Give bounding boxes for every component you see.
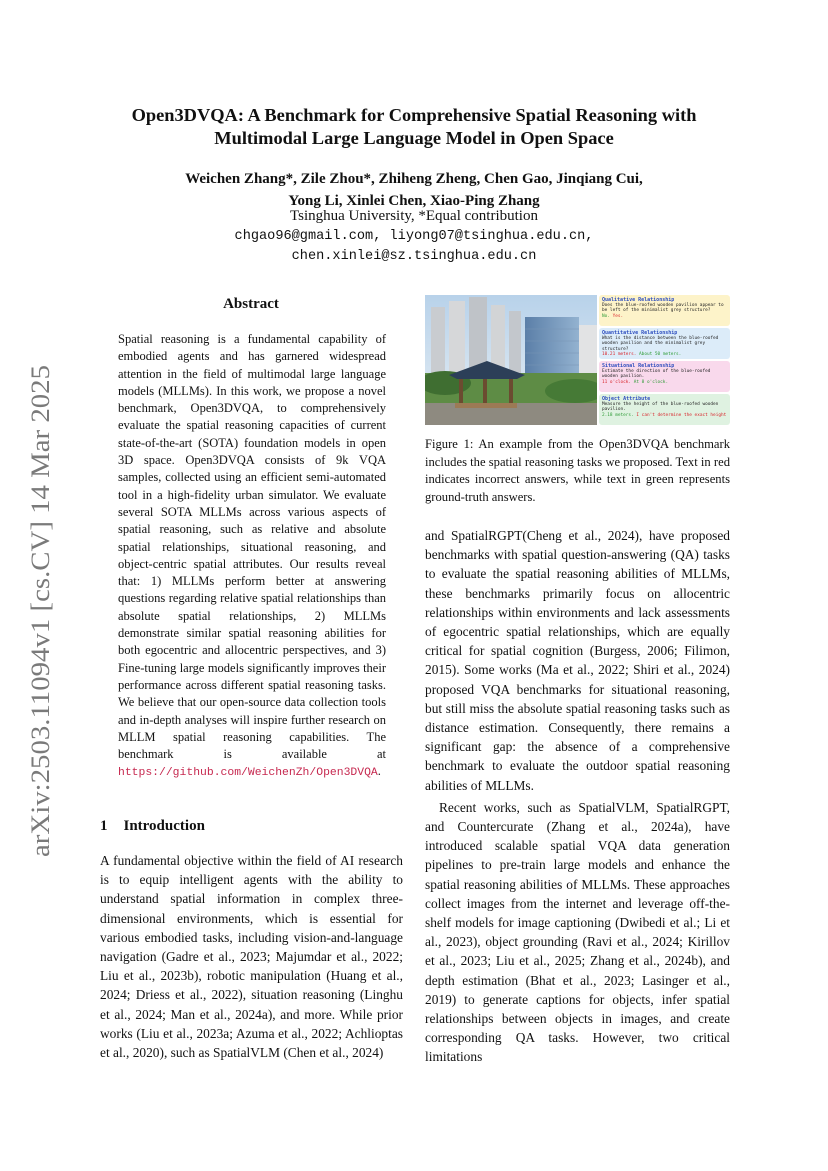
arxiv-identifier-stamp xyxy=(22,360,58,860)
authors-line-2: Yong Li, Xinlei Chen, Xiao-Ping Zhang xyxy=(288,193,540,209)
authors-line-1: Weichen Zhang*, Zile Zhou*, Zhiheng Zheng, Chen Gao, Jinqiang Cui, xyxy=(185,171,643,187)
qa-heading: Object Attribute xyxy=(602,396,651,402)
affiliation: Tsinghua University, *Equal contribution xyxy=(290,208,538,224)
figure-1 xyxy=(425,295,730,425)
qa-heading: Situational Relationship xyxy=(602,363,675,369)
introduction-paragraph: A fundamental objective within the field of AI research is to equip intelligent agents with the ability to understand spatial information in complex three-dimensional environments, which is essential for various embodied tasks, including vision-and-language navigation (Gadre et al., 2023; Majumdar et al., 2022; Liu et al., 2023b), robotic manipulation (Huang et al., 2024; Driess et al., 2022), situation reasoning (Linghu et al., 2024; Man et al., 2024a), and more. While prior works (Liu et al., 2023a; Azuma et al., 2022; Achlioptas et al., 2020), such as SpatialVLM (Chen et al., 2024) xyxy=(100,853,403,1061)
paragraph-recent-works: Recent works, such as SpatialVLM, SpatialRGPT, and Countercurate (Zhang et al., 2024a), have introduced scalable spatial VQA data generation pipelines to pre-train large models and enhance the spatial reasoning abilities of MLLMs. These approaches collect images from the internet and leverage off-the-shelf models for image captioning (Dwibedi et al.; Li et al., 2023), object grounding (Ravi et al., 2024; Kirillov et al., 2023; Liu et al., 2025; Zhang et al., 2024b), and depth estimation (Bhat et al., 2023; Lasinger et al., 2019) to generate captions for objects, infer spatial relationships between objects in images, and create corresponding QA tasks. However, two critical limitations xyxy=(425,799,730,1065)
section-number: 1 xyxy=(100,818,108,834)
qa-question: Does the blue-roofed wooden pavilion appear to be left of the minimalist grey structure? xyxy=(602,303,724,314)
qa-answer xyxy=(602,314,727,319)
qa-correct-answer: 2.18 meters. xyxy=(602,412,634,418)
qa-wrong-answer: 11 o'clock. xyxy=(602,379,632,385)
qa-question: Measure the height of the blue-roofed wooden pavilion. xyxy=(602,402,719,413)
qa-answer xyxy=(602,413,727,418)
qa-wrong-answer: 10.21 meters. xyxy=(602,352,637,358)
qa-card-qualitative xyxy=(599,295,730,326)
qa-answer xyxy=(602,380,727,385)
abstract-text: Spatial reasoning is a fundamental capability of embodied agents and has garnered widespread attention in the field of multimodal large language models (MLLMs). In this work, we propose a novel benchmark, Open3DVQA, to comprehensively evaluate the spatial reasoning capacities of current state-of-the-art (SOTA) foundation models in open 3D space. Open3DVQA consists of 9k VQA samples, collected using an efficient semi-automated tool in a high-fidelity urban simulator. We evaluate several SOTA MLLMs across various aspects of spatial reasoning, such as relative and absolute spatial relationships, situational reasoning, and object-centric spatial attributes. Our results reveal that: 1) MLLMs perform better at answering questions regarding relative spatial relationships than absolute spatial relationships, 2) MLLMs demonstrate similar spatial reasoning abilities for both egocentric and allocentric perspectives, and 3) Fine-tuning large models significantly improves their performance across different spatial reasoning tasks. We believe that our open-source data collection tools and in-depth analyses will inspire further research on MLLM spatial reasoning capabilities. The benchmark is available at xyxy=(118,332,386,762)
qa-wrong-answer: Yes. xyxy=(612,313,624,319)
right-column-text xyxy=(425,526,730,1067)
title-line-1: Open3DVQA: A Benchmark for Comprehensive Spatial Reasoning with xyxy=(131,105,697,125)
emails-line-1[interactable]: chgao96@gmail.com, liyong07@tsinghua.edu.cn, xyxy=(234,229,594,244)
qa-wrong-answer: I can't determine the exact height xyxy=(636,412,727,418)
qa-card-quantitative xyxy=(599,328,730,359)
abstract-body: Spatial reasoning is a fundamental capability of embodied agents and has garnered widespread attention in the field of multimodal large language models (MLLMs). In this work, we propose a novel benchmark, Open3DVQA, to comprehensively evaluate the spatial reasoning capacities of current state-of-the-art (SOTA) foundation models in open 3D space. Open3DVQA consists of 9k VQA samples, collected using an efficient semi-automated tool in a high-fidelity urban simulator. We evaluate several SOTA MLLMs across various aspects of spatial reasoning, such as relative and absolute spatial relationships, situational reasoning, and object-centric spatial attributes. Our results reveal that: 1) MLLMs perform better at answering questions regarding relative spatial relationships than absolute spatial relationships, 2) MLLMs demonstrate similar spatial reasoning abilities for both egocentric and allocentric perspectives, and 3) Fine-tuning large models significantly improves their performance across different spatial reasoning tasks. We believe that our open-source data collection tools and in-depth analyses will inspire further research on MLLM spatial reasoning capabilities. The benchmark is available at https://github.com/WeichenZh/Open3DVQA. xyxy=(118,332,386,780)
emails-line-2[interactable]: chen.xinlei@sz.tsinghua.edu.cn xyxy=(291,249,537,264)
qa-heading: Qualitative Relationship xyxy=(602,297,675,303)
qa-question: Estimate the direction of the blue-roofed wooden pavilion. xyxy=(602,369,711,380)
figure-1-caption: Figure 1: An example from the Open3DVQA benchmark includes the spatial reasoning tasks we proposed. Text in red indicates incorrect answers, while text in green represents ground-truth answers. xyxy=(425,437,730,504)
qa-card-object-attribute xyxy=(599,394,730,425)
city-pavilion-photo xyxy=(425,295,597,425)
title-line-2: Multimodal Large Language Model in Open Space xyxy=(214,128,614,148)
qa-correct-answer: No. xyxy=(602,313,610,319)
qa-answer xyxy=(602,352,727,357)
qa-heading: Quantitative Relationship xyxy=(602,330,678,336)
qa-question: What is the distance between the blue-roofed wooden pavilion and the minimalist grey structure? xyxy=(602,336,719,352)
abstract-heading: Abstract xyxy=(223,296,279,312)
paragraph-spatialrgpt: and SpatialRGPT(Cheng et al., 2024), have proposed benchmarks with spatial question-answering (QA) tasks to evaluate the spatial reasoning abilities of MLLMs, these benchmarks primarily focus on allocentric relationships within environments and lack assessments of egocentric spatial relationships, which are equally critical for spatial cognition (Burgess, 2006; Filimon, 2015). Some works (Ma et al., 2022; Shiri et al., 2024) proposed VQA benchmarks for situational reasoning, but still miss the absolute spatial reasoning tasks such as distance estimation. Consequently, there remains a significant gap: the absence of a comprehensive benchmark to evaluate the outdoor spatial reasoning abilities of MLLMs. xyxy=(425,528,730,793)
arxiv-stamp-text: arXiv:2503.11094v1 [cs.CV] 14 Mar 2025 xyxy=(25,404,55,857)
section-title: Introduction xyxy=(123,818,205,834)
author-emails xyxy=(90,227,738,267)
qa-correct-answer: About 50 meters. xyxy=(639,352,682,358)
qa-card-situational xyxy=(599,361,730,392)
qa-correct-answer: At 8 o'clock. xyxy=(633,379,669,385)
benchmark-link[interactable]: https://github.com/WeichenZh/Open3DVQA xyxy=(118,767,378,780)
paper-title xyxy=(90,104,738,150)
section-heading-introduction xyxy=(100,818,205,835)
